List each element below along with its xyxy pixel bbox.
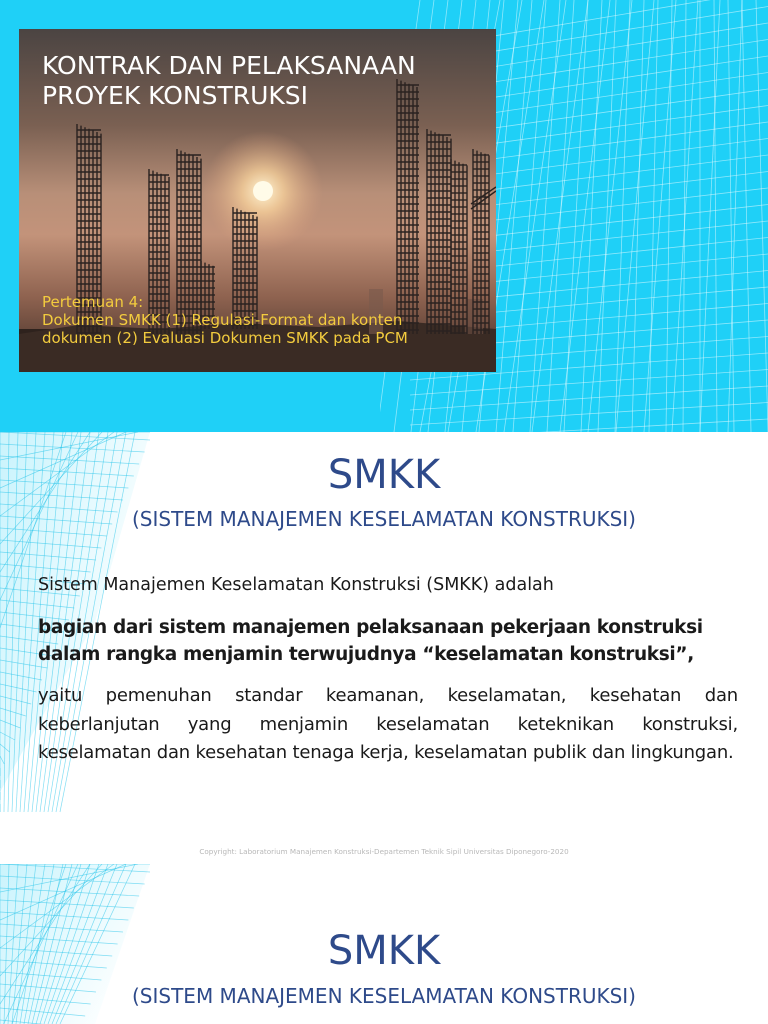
construction-photo	[19, 29, 496, 372]
slide-subheading: (SISTEM MANAJEMEN KESELAMATAN KONSTRUKSI)	[132, 507, 636, 531]
subtitle-line-2: Dokumen SMKK (1) Regulasi-Format dan konten	[42, 311, 403, 329]
definition-bold-line-1: bagian dari sistem manajemen pelaksanaan pekerjaan konstruksi	[38, 617, 703, 638]
slide-subheading: (SISTEM MANAJEMEN KESELAMATAN KONSTRUKSI)	[132, 984, 636, 1008]
definition-bold-line-2: dalam rangka menjamin terwujudnya “keselamatan konstruksi”,	[38, 644, 694, 665]
next-slide	[0, 864, 768, 1024]
subtitle-line-3: dokumen (2) Evaluasi Dokumen SMKK pada PCM	[42, 329, 408, 347]
title-line-1: KONTRAK DAN PELAKSANAAN	[42, 51, 416, 80]
title-line-2: PROYEK KONSTRUKSI	[42, 81, 309, 110]
definition-body: yaitu pemenuhan standar keamanan, keselamatan, kesehatan dan keberlanjutan yang menjamin keselamatan keteknikan konstruksi, keselamatan dan kesehatan tenaga kerja, keselamatan publik dan lingkungan.	[38, 685, 738, 763]
slide-heading: SMKK	[327, 928, 441, 974]
definition-intro: Sistem Manajemen Keselamatan Konstruksi (SMKK) adalah	[38, 575, 554, 595]
slide-heading: SMKK	[327, 452, 441, 498]
definition-slide	[0, 432, 768, 864]
copyright-note: Copyright: Laboratorium Manajemen Konstruksi-Departemen Teknik Sipil Universitas Diponegoro-2020	[199, 847, 569, 856]
title-slide	[0, 0, 768, 432]
subtitle-line-1: Pertemuan 4:	[42, 293, 144, 311]
definition-bold	[38, 614, 738, 668]
presentation-subtitle	[42, 293, 492, 347]
presentation-title	[42, 51, 492, 111]
